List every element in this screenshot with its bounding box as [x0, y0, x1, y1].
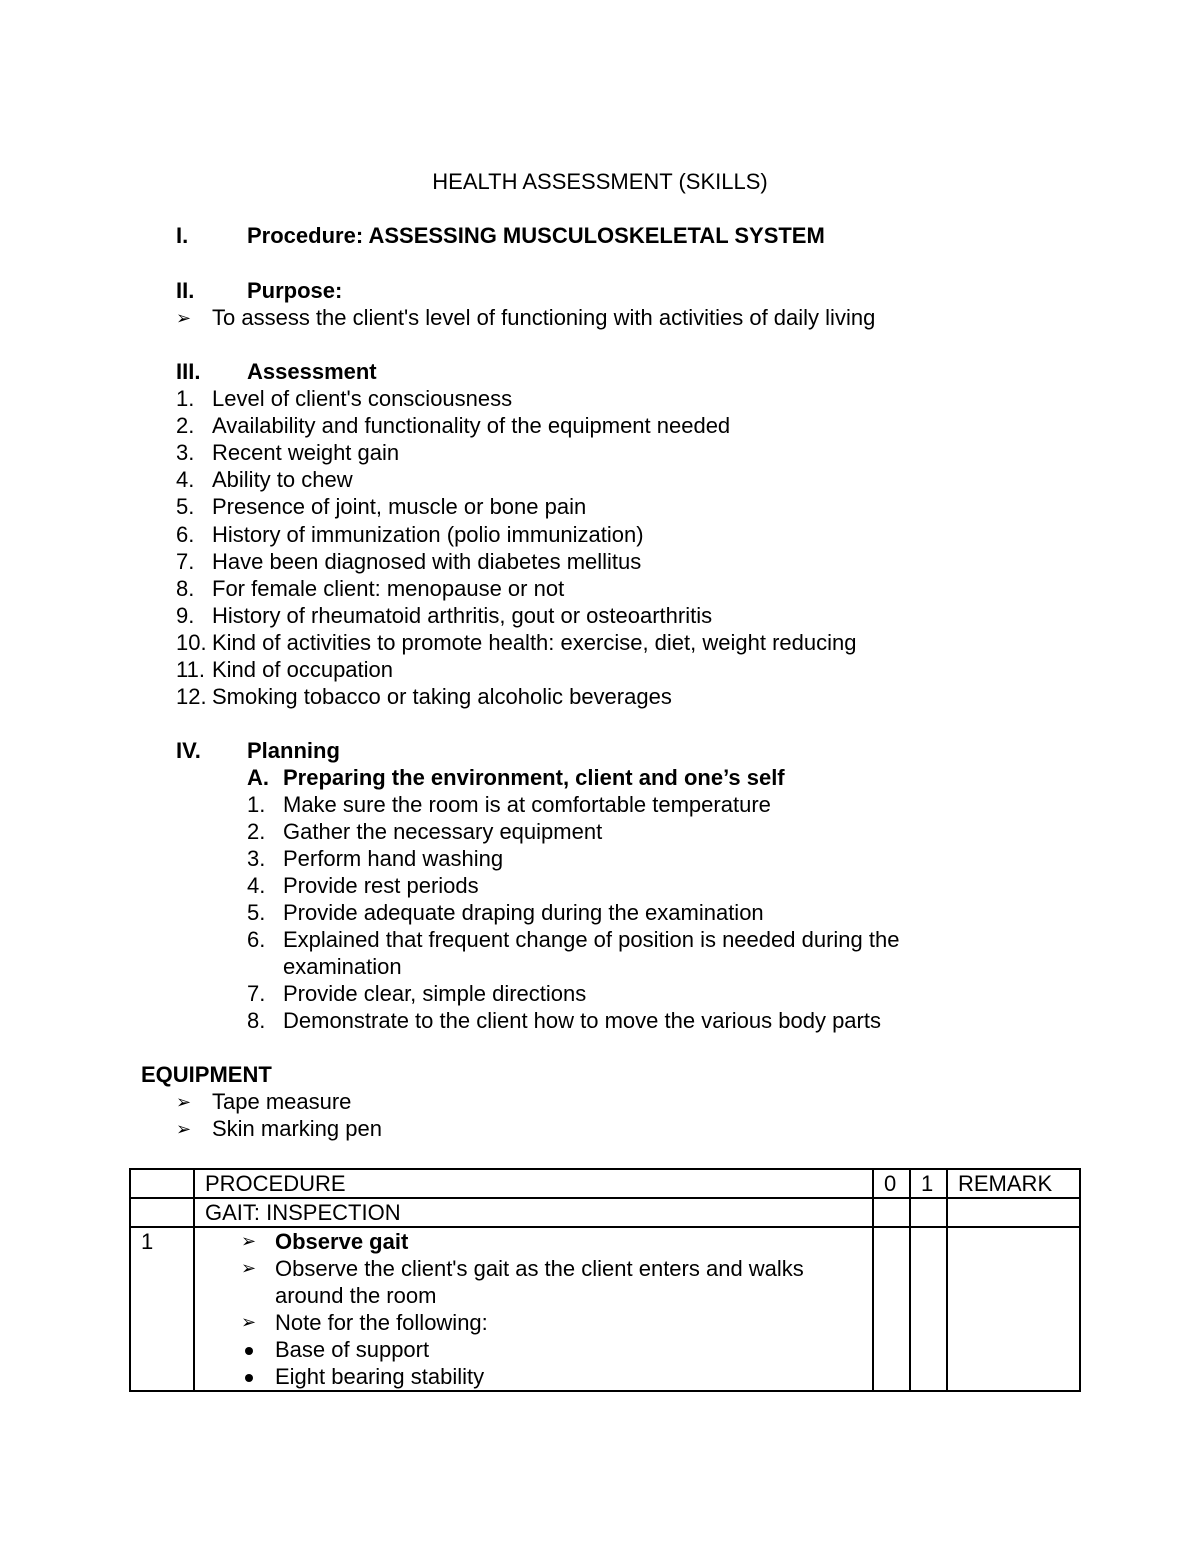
section-1-value: ASSESSING MUSCULOSKELETAL SYSTEM	[368, 223, 825, 248]
bullet-dot-icon	[245, 1374, 253, 1382]
assessment-item-number: 2.	[176, 413, 195, 439]
planning-item-number: 3.	[247, 846, 266, 872]
section-2-label: Purpose:	[247, 278, 343, 303]
assessment-item-number: 3.	[176, 440, 195, 466]
assessment-item: Have been diagnosed with diabetes mellitus	[212, 548, 642, 574]
planning-item-number: 2.	[247, 819, 266, 845]
assessment-item: Kind of occupation	[212, 657, 394, 682]
step-line	[205, 1255, 862, 1282]
score-0-cell[interactable]	[873, 1227, 910, 1391]
planning-item: Gather the necessary equipment	[283, 819, 603, 845]
assessment-item: Availability and functionality of the equipment needed	[212, 413, 731, 439]
purpose-item: To assess the client's level of functioning with activities of daily living	[212, 305, 876, 330]
planning-item-number: 5.	[247, 900, 266, 926]
assessment-item: Level of client's consciousness	[212, 386, 513, 411]
header-procedure: PROCEDURE	[194, 1169, 873, 1198]
planning-item-continued: examination	[283, 954, 402, 980]
planning-item: Provide adequate draping during the examination	[283, 900, 764, 926]
planning-item: Make sure the room is at comfortable temperature	[283, 792, 771, 817]
bullet-item-text: Base of support	[275, 1337, 430, 1362]
score-1-cell[interactable]	[910, 1227, 947, 1391]
assessment-item-number: 11.	[176, 657, 205, 682]
section-4-numeral: IV.	[176, 738, 201, 763]
planning-item-number: 1.	[247, 792, 266, 817]
planning-item: Explained that frequent change of position is needed during the	[283, 927, 900, 953]
row-number: 1	[130, 1227, 194, 1391]
section-2-numeral: II.	[176, 278, 195, 303]
assessment-item: History of immunization (polio immunization)	[212, 521, 644, 547]
assessment-item: Smoking tobacco or taking alcoholic beverages	[212, 684, 672, 710]
section-3-label: Assessment	[247, 359, 377, 384]
planning-item-number: 6.	[247, 927, 266, 953]
assessment-item-number: 7.	[176, 548, 195, 574]
bullet-dot-icon	[245, 1347, 253, 1355]
assessment-item-number: 12.	[176, 684, 207, 710]
step-line	[205, 1309, 862, 1336]
section-1-numeral: I.	[176, 223, 189, 248]
remark-cell[interactable]	[947, 1227, 1080, 1391]
planning-item: Provide rest periods	[283, 873, 479, 899]
bullet-item	[205, 1336, 862, 1363]
document-title: HEALTH ASSESSMENT (SKILLS)	[432, 169, 768, 194]
equipment-heading: EQUIPMENT	[141, 1062, 272, 1087]
score-1-cell[interactable]	[910, 1198, 947, 1227]
planning-item: Provide clear, simple directions	[283, 981, 587, 1007]
remark-cell[interactable]	[947, 1198, 1080, 1227]
arrow-bullet-icon: ➢	[241, 1258, 257, 1278]
planning-item-number: 7.	[247, 981, 266, 1007]
assessment-item-number: 8.	[176, 575, 195, 601]
subsection-a-letter: A.	[247, 765, 269, 790]
procedure-cell	[194, 1227, 873, 1391]
assessment-item: History of rheumatoid arthritis, gout or osteoarthritis	[212, 602, 713, 628]
arrow-bullet-icon: ➢	[176, 308, 192, 328]
assessment-item: Recent weight gain	[212, 440, 400, 466]
bullet-item-text: Eight bearing stability	[275, 1364, 485, 1389]
section-1-heading	[247, 222, 825, 249]
assessment-item-number: 9.	[176, 602, 195, 628]
assessment-item-number: 5.	[176, 494, 195, 520]
assessment-item-number: 4.	[176, 467, 195, 493]
arrow-bullet-icon: ➢	[176, 1119, 192, 1139]
section-1-label: Procedure:	[247, 223, 364, 248]
planning-item-number: 4.	[247, 873, 266, 899]
empty-cell	[130, 1198, 194, 1227]
assessment-item: Ability to chew	[212, 467, 353, 493]
assessment-item-number: 1.	[176, 386, 195, 411]
planning-item: Demonstrate to the client how to move the various body parts	[283, 1008, 881, 1034]
equipment-item: Skin marking pen	[212, 1116, 382, 1141]
header-score-0: 0	[873, 1169, 910, 1198]
section-title: GAIT: INSPECTION	[194, 1198, 873, 1227]
assessment-item: Kind of activities to promote health: exercise, diet, weight reducing	[212, 629, 857, 655]
header-remark: REMARK	[947, 1169, 1080, 1198]
score-0-cell[interactable]	[873, 1198, 910, 1227]
equipment-item: Tape measure	[212, 1089, 352, 1114]
assessment-item: For female client: menopause or not	[212, 575, 565, 601]
step-heading	[205, 1228, 862, 1255]
planning-item: Perform hand washing	[283, 846, 504, 872]
arrow-bullet-icon: ➢	[176, 1092, 192, 1112]
step-line-continued: around the room	[275, 1283, 437, 1308]
arrow-bullet-icon: ➢	[241, 1231, 257, 1251]
bullet-item	[205, 1363, 862, 1390]
procedure-table	[129, 1168, 1081, 1392]
step-line-text: Note for the following:	[275, 1310, 488, 1335]
header-score-1: 1	[910, 1169, 947, 1198]
arrow-bullet-icon: ➢	[241, 1312, 257, 1332]
table-header-row	[130, 1169, 1080, 1198]
assessment-item-number: 6.	[176, 521, 195, 547]
table-row	[130, 1227, 1080, 1391]
section-4-label: Planning	[247, 738, 340, 763]
subsection-a-label: Preparing the environment, client and one’s self	[283, 765, 785, 790]
assessment-item: Presence of joint, muscle or bone pain	[212, 494, 587, 520]
step-line-text: Observe the client's gait as the client enters and walks	[275, 1256, 804, 1281]
header-number-cell	[130, 1169, 194, 1198]
step-heading-text: Observe gait	[275, 1229, 409, 1254]
planning-item-number: 8.	[247, 1008, 266, 1034]
assessment-item-number: 10.	[176, 629, 207, 655]
section-3-numeral: III.	[176, 359, 201, 384]
table-section-row	[130, 1198, 1080, 1227]
